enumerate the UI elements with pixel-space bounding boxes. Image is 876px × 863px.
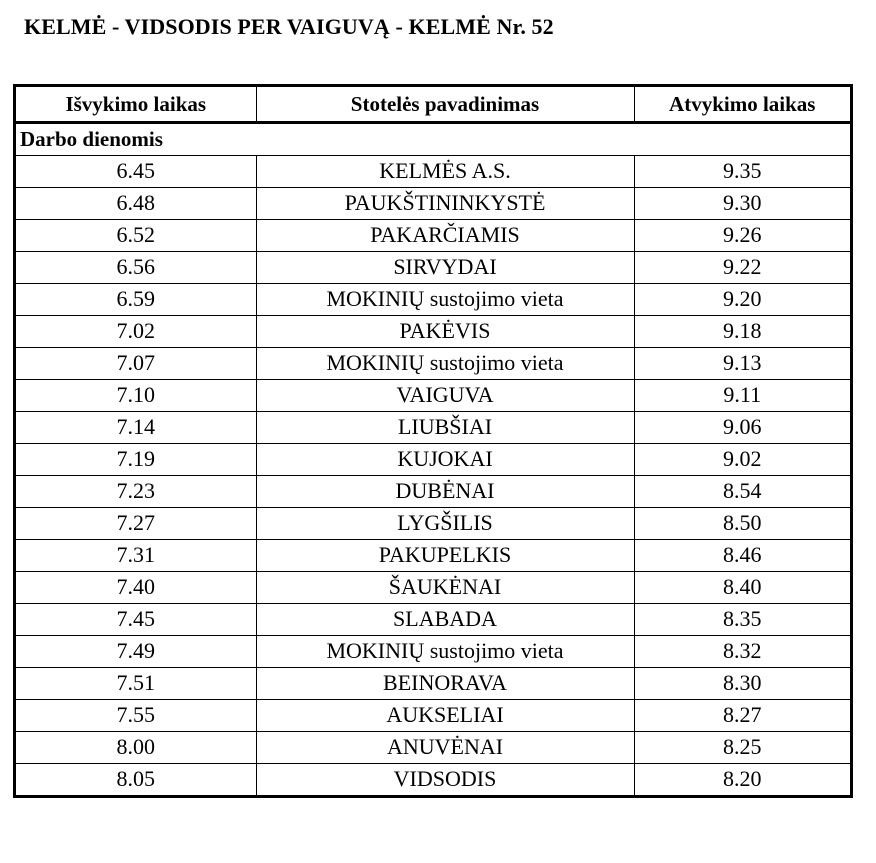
- stop-name-cell: BEINORAVA: [256, 667, 634, 699]
- arrival-time-cell: 9.02: [634, 443, 850, 475]
- arrival-time-cell: 8.25: [634, 731, 850, 763]
- table-row: [16, 251, 850, 283]
- arrival-time-cell: 8.27: [634, 699, 850, 731]
- arrival-time-cell: 8.35: [634, 603, 850, 635]
- stop-name-cell: PAKARČIAMIS: [256, 219, 634, 251]
- stop-name-cell: MOKINIŲ sustojimo vieta: [256, 635, 634, 667]
- stop-name-cell: LIUBŠIAI: [256, 411, 634, 443]
- table-row: [16, 763, 850, 795]
- arrival-time-cell: 8.30: [634, 667, 850, 699]
- table-row: [16, 699, 850, 731]
- stop-name-cell: ANUVĖNAI: [256, 731, 634, 763]
- stop-name-cell: VAIGUVA: [256, 379, 634, 411]
- departure-time-cell: 7.45: [16, 603, 256, 635]
- table-row: [16, 347, 850, 379]
- arrival-time-cell: 9.20: [634, 283, 850, 315]
- departure-time-cell: 6.56: [16, 251, 256, 283]
- table-row: [16, 571, 850, 603]
- stop-name-cell: SLABADA: [256, 603, 634, 635]
- arrival-time-cell: 8.54: [634, 475, 850, 507]
- timetable: [13, 84, 853, 798]
- stop-name-cell: PAUKŠTININKYSTĖ: [256, 187, 634, 219]
- table-row: [16, 379, 850, 411]
- departure-time-cell: 7.19: [16, 443, 256, 475]
- table-row: [16, 155, 850, 187]
- table-row: [16, 475, 850, 507]
- departure-time-cell: 6.48: [16, 187, 256, 219]
- arrival-time-cell: 9.22: [634, 251, 850, 283]
- stop-name-cell: VIDSODIS: [256, 763, 634, 795]
- stop-name-cell: KELMĖS A.S.: [256, 155, 634, 187]
- table-row: [16, 443, 850, 475]
- document-title: KELMĖ - VIDSODIS PER VAIGUVĄ - KELMĖ Nr. 52: [24, 14, 554, 39]
- table-row: [16, 667, 850, 699]
- departure-time-cell: 6.45: [16, 155, 256, 187]
- departure-time-cell: 7.31: [16, 539, 256, 571]
- departure-time-cell: 8.00: [16, 731, 256, 763]
- arrival-time-cell: 9.26: [634, 219, 850, 251]
- header-stop-name: Stotelės pavadinimas: [256, 87, 634, 122]
- stop-name-cell: KUJOKAI: [256, 443, 634, 475]
- header-arrival: Atvykimo laikas: [634, 87, 850, 122]
- section-row: [16, 122, 850, 155]
- departure-time-cell: 7.49: [16, 635, 256, 667]
- arrival-time-cell: 8.20: [634, 763, 850, 795]
- departure-time-cell: 6.52: [16, 219, 256, 251]
- departure-time-cell: 7.51: [16, 667, 256, 699]
- arrival-time-cell: 8.46: [634, 539, 850, 571]
- departure-time-cell: 8.05: [16, 763, 256, 795]
- table-row: [16, 603, 850, 635]
- stop-name-cell: MOKINIŲ sustojimo vieta: [256, 283, 634, 315]
- departure-time-cell: 7.02: [16, 315, 256, 347]
- table-row: [16, 635, 850, 667]
- stop-name-cell: SIRVYDAI: [256, 251, 634, 283]
- departure-time-cell: 7.10: [16, 379, 256, 411]
- departure-time-cell: 7.55: [16, 699, 256, 731]
- table-row: [16, 539, 850, 571]
- stop-name-cell: DUBĖNAI: [256, 475, 634, 507]
- arrival-time-cell: 9.30: [634, 187, 850, 219]
- stop-name-cell: MOKINIŲ sustojimo vieta: [256, 347, 634, 379]
- table-row: [16, 731, 850, 763]
- departure-time-cell: 6.59: [16, 283, 256, 315]
- stop-name-cell: LYGŠILIS: [256, 507, 634, 539]
- stop-name-cell: AUKSELIAI: [256, 699, 634, 731]
- arrival-time-cell: 8.40: [634, 571, 850, 603]
- arrival-time-cell: 9.13: [634, 347, 850, 379]
- arrival-time-cell: 9.35: [634, 155, 850, 187]
- header-row: [16, 87, 850, 122]
- table-row: [16, 411, 850, 443]
- stop-name-cell: PAKĖVIS: [256, 315, 634, 347]
- header-departure: Išvykimo laikas: [16, 87, 256, 122]
- table-row: [16, 283, 850, 315]
- stop-name-cell: PAKUPELKIS: [256, 539, 634, 571]
- arrival-time-cell: 8.32: [634, 635, 850, 667]
- arrival-time-cell: 9.11: [634, 379, 850, 411]
- table-row: [16, 507, 850, 539]
- departure-time-cell: 7.07: [16, 347, 256, 379]
- departure-time-cell: 7.14: [16, 411, 256, 443]
- table-row: [16, 315, 850, 347]
- arrival-time-cell: 9.06: [634, 411, 850, 443]
- section-label: Darbo dienomis: [16, 122, 850, 155]
- departure-time-cell: 7.27: [16, 507, 256, 539]
- departure-time-cell: 7.23: [16, 475, 256, 507]
- departure-time-cell: 7.40: [16, 571, 256, 603]
- arrival-time-cell: 9.18: [634, 315, 850, 347]
- arrival-time-cell: 8.50: [634, 507, 850, 539]
- stop-name-cell: ŠAUKĖNAI: [256, 571, 634, 603]
- timetable-grid: [16, 87, 850, 795]
- table-row: [16, 219, 850, 251]
- table-row: [16, 187, 850, 219]
